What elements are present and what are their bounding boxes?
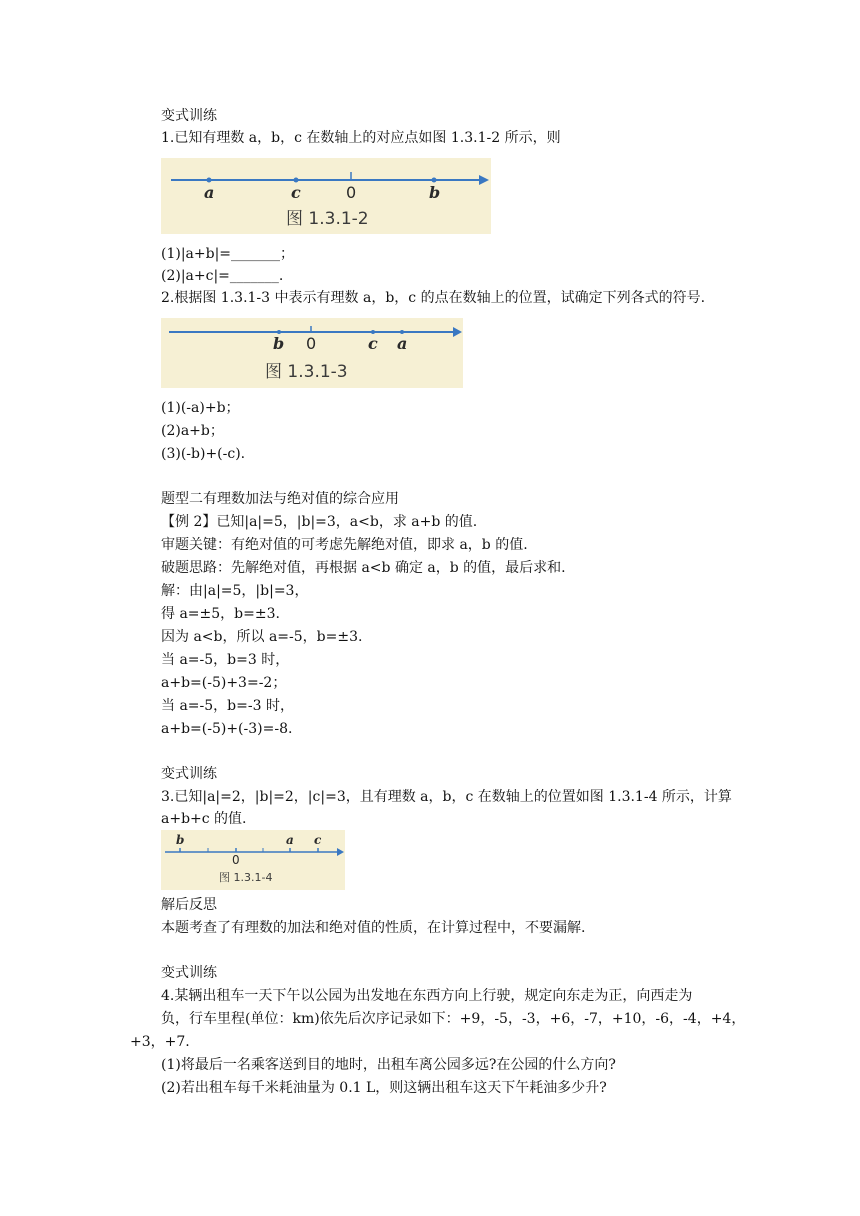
label-zero: 0 <box>346 183 357 202</box>
axis-arrow-icon <box>453 327 462 337</box>
label-b: b <box>429 183 441 202</box>
solution-line-5: a+b=(-5)+3=-2； <box>161 675 287 691</box>
axis-arrow-icon <box>479 175 489 185</box>
question-2-part-2: (2)a+b； <box>161 423 224 439</box>
section-heading-4: 变式训练 <box>161 965 217 981</box>
label-b: b <box>176 833 185 847</box>
question-3-cont: a+b+c 的值. <box>161 811 247 827</box>
question-1: 1.已知有理数 a，b，c 在数轴上的对应点如图 1.3.1-2 所示，则 <box>161 130 561 146</box>
figure-1-3-1-2 <box>161 158 491 234</box>
label-b: b <box>273 334 285 353</box>
solution-line-4: 当 a=-5，b=3 时， <box>161 652 290 668</box>
label-c: c <box>368 334 378 353</box>
figure-caption: 图 1.3.1-4 <box>219 871 273 884</box>
axis-arrow-icon <box>337 848 344 856</box>
point-b <box>432 178 437 183</box>
question-3: 3.已知|a|=2，|b|=2，|c|=3，且有理数 a，b，c 在数轴上的位置如图 1.3.1-4 所示，计算 <box>161 789 732 805</box>
question-2-part-3: (3)(-b)+(-c). <box>161 446 246 462</box>
question-4-cont-2: +3，+7. <box>130 1034 190 1050</box>
figure-1-3-1-3 <box>161 318 463 388</box>
question-1-part-2: (2)|a+c|=_______. <box>161 268 284 284</box>
question-2: 2.根据图 1.3.1-3 中表示有理数 a，b，c 的点在数轴上的位置，试确定下列各式的符号. <box>161 290 706 306</box>
question-4-part-2: (2)若出租车每千米耗油量为 0.1 L，则这辆出租车这天下午耗油多少升? <box>161 1080 607 1096</box>
label-c: c <box>314 833 322 847</box>
reflection-heading: 解后反思 <box>161 897 217 913</box>
label-c: c <box>291 183 301 202</box>
section-heading-3: 变式训练 <box>161 766 217 782</box>
question-1-part-1: (1)|a+b|=_______； <box>161 246 295 262</box>
example-2: 【例 2】已知|a|=5，|b|=3，a<b，求 a+b 的值. <box>161 514 478 530</box>
section-heading-2: 题型二有理数加法与绝对值的综合应用 <box>161 491 399 507</box>
question-2-part-1: (1)(-a)+b； <box>161 400 240 416</box>
figure-caption: 图 1.3.1-3 <box>265 362 348 382</box>
point-c <box>294 178 299 183</box>
question-4-cont-1: 负，行车里程(单位：km)依先后次序记录如下：+9，-5，-3，+6，-7，+10，-6，-4，+4， <box>161 1011 746 1027</box>
figure-caption: 图 1.3.1-2 <box>286 209 369 229</box>
solution-line-6: 当 a=-5，b=-3 时， <box>161 698 294 714</box>
question-4: 4.某辆出租车一天下午以公园为出发地在东西方向上行驶，规定向东走为正，向西走为 <box>161 988 693 1004</box>
solution-idea: 破题思路：先解绝对值，再根据 a<b 确定 a，b 的值，最后求和. <box>161 560 566 576</box>
question-4-part-1: (1)将最后一名乘客送到目的地时，出租车离公园多远?在公园的什么方向? <box>161 1057 616 1073</box>
label-a: a <box>204 183 215 202</box>
label-zero: 0 <box>232 853 240 867</box>
label-a: a <box>397 334 408 353</box>
point-a <box>207 178 212 183</box>
section-heading-1: 变式训练 <box>161 108 217 124</box>
label-a: a <box>286 833 294 847</box>
solution-line-7: a+b=(-5)+(-3)=-8. <box>161 721 293 737</box>
solution-line-1: 解：由|a|=5，|b|=3， <box>161 583 309 599</box>
label-zero: 0 <box>306 334 317 353</box>
solution-line-3: 因为 a<b，所以 a=-5，b=±3. <box>161 629 363 645</box>
reflection-text: 本题考查了有理数的加法和绝对值的性质，在计算过程中，不要漏解. <box>161 920 586 936</box>
solution-line-2: 得 a=±5，b=±3. <box>161 606 280 622</box>
figure-1-3-1-4 <box>161 830 345 890</box>
key-point: 审题关键：有绝对值的可考虑先解绝对值，即求 a，b 的值. <box>161 537 528 553</box>
